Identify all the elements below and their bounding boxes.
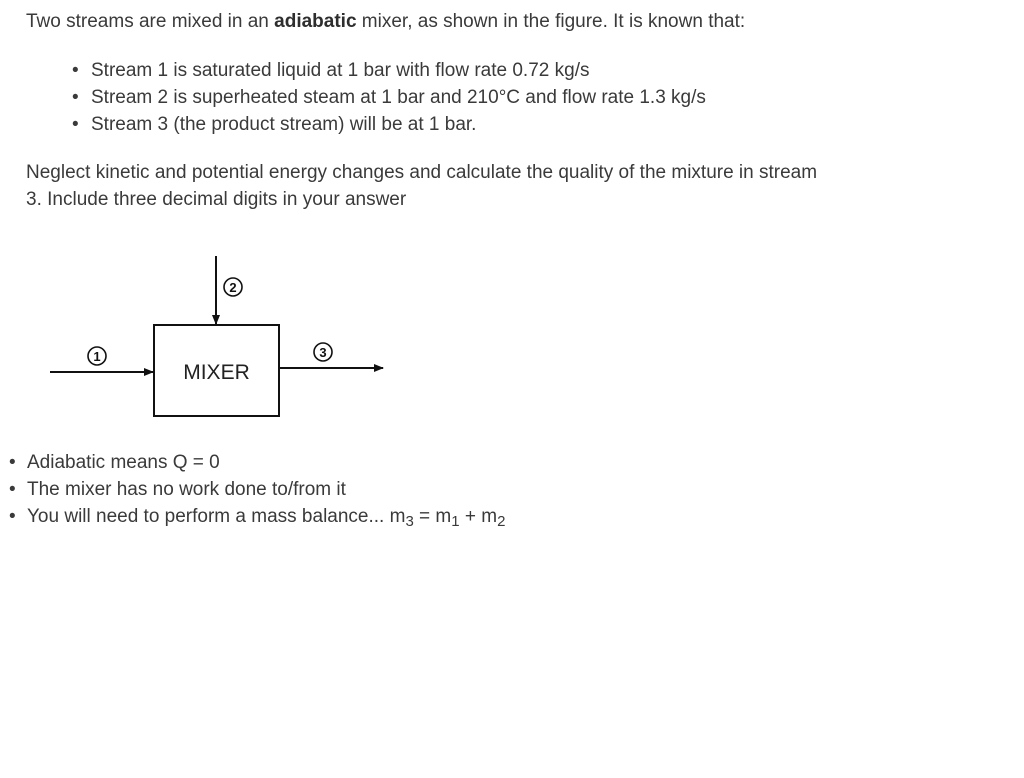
hints-list [9,449,505,535]
bullet-icon: • [9,479,16,500]
hint-mass-balance [9,503,505,535]
intro-text-after: mixer, as shown in the figure. It is known that: [356,11,746,32]
given-item-stream-1 [72,57,706,84]
intro-text-before: Two streams are mixed in an [26,11,275,32]
hint-text: The mixer has no work done to/from it [27,479,346,500]
bullet-icon: • [72,114,79,135]
hint-equals: = m [413,506,452,527]
given-conditions-list [72,57,706,138]
subscript-3: 3 [405,513,414,530]
mixer-diagram [40,245,400,430]
hint-text-prefix: You will need to perform a mass balance... m [27,506,406,527]
problem-intro [26,9,1006,35]
subscript-1: 1 [451,513,460,530]
bullet-icon: • [72,87,79,108]
given-item-text: Stream 1 is saturated liquid at 1 bar with flow rate 0.72 kg/s [91,60,590,81]
bullet-icon: • [72,60,79,81]
intro-bold-adiabatic: adiabatic [274,11,357,32]
given-item-text: Stream 3 (the product stream) will be at 1 bar. [91,114,477,135]
mixer-figure [40,245,400,430]
stream-2-label: 2 [229,280,237,295]
task-statement [26,159,986,213]
task-line-1: Neglect kinetic and potential energy changes and calculate the quality of the mixture in stream [26,162,818,183]
stream-1-label: 1 [93,349,101,364]
stream-3-label: 3 [319,345,327,360]
bullet-icon: • [9,506,16,527]
hint-plus: + m [459,506,498,527]
hint-text: Adiabatic means Q = 0 [27,452,220,473]
subscript-2: 2 [497,513,506,530]
mixer-label: MIXER [183,361,250,384]
bullet-icon: • [9,452,16,473]
given-item-text: Stream 2 is superheated steam at 1 bar and 210°C and flow rate 1.3 kg/s [91,87,706,108]
given-item-stream-3 [72,111,706,138]
task-line-2: 3. Include three decimal digits in your answer [26,189,407,210]
given-item-stream-2 [72,84,706,111]
hint-adiabatic [9,449,505,476]
hint-no-work [9,476,505,503]
